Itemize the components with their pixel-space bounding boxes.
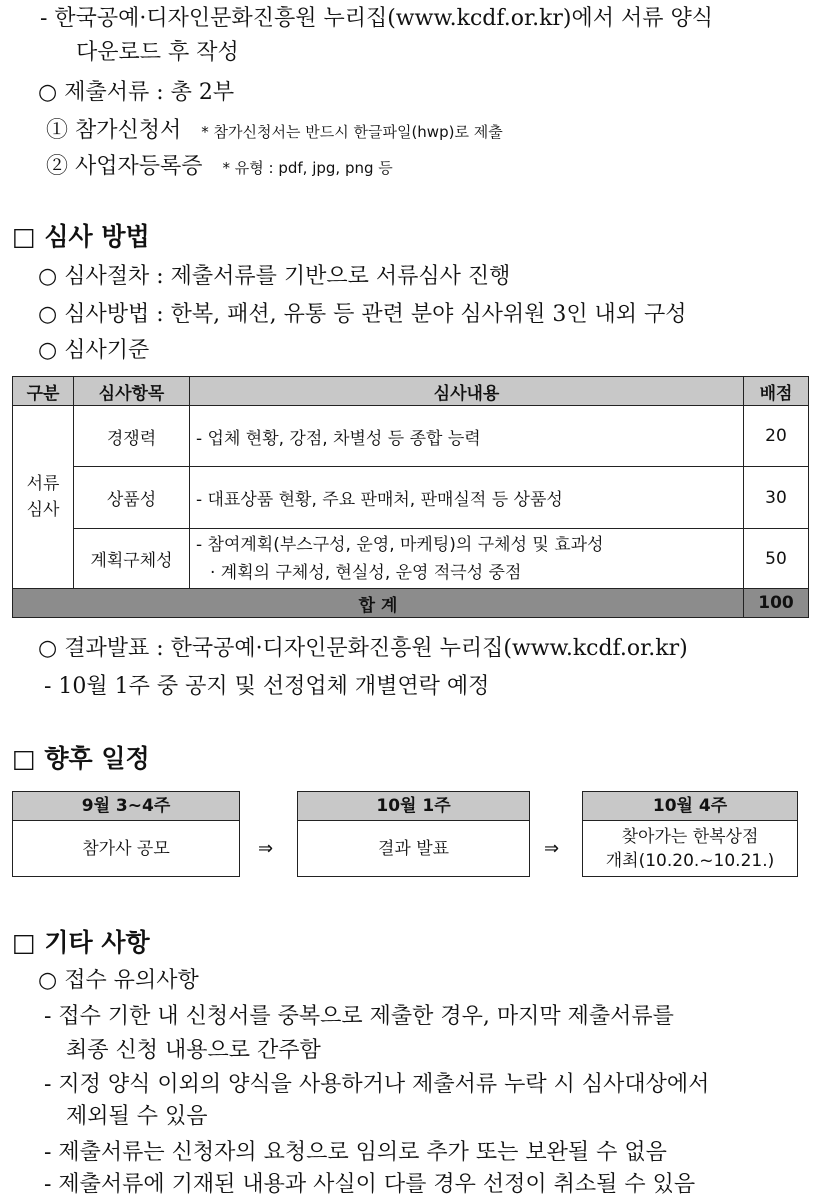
row-content: - 참여계획(부스구성, 운영, 마케팅)의 구체성 및 효과성: [196, 534, 604, 555]
category-cell: 서류 심사: [13, 406, 74, 589]
row-content-multi: [190, 529, 744, 589]
schedule-heading: □ 향후 일정: [12, 744, 150, 773]
schedule-step-1: [12, 791, 240, 877]
review-procedure: ○ 심사절차 : 제출서류를 기반으로 서류심사 진행: [38, 264, 511, 289]
intro-line-1: - 한국공예·디자인문화진흥원 누리집(www.kcdf.or.kr)에서 서류 양식: [40, 6, 714, 31]
row-score: 30: [744, 467, 809, 529]
intro-line-2: 다운로드 후 작성: [76, 40, 239, 65]
doc-1-note: * 참가신청서는 반드시 한글파일(hwp)로 제출: [201, 123, 503, 141]
etc-heading: □ 기타 사항: [12, 928, 150, 957]
etc-item-3: - 제출서류는 신청자의 요청으로 임의로 추가 또는 보완될 수 없음: [44, 1140, 667, 1165]
etc-caution: ○ 접수 유의사항: [38, 968, 199, 993]
header-category: 구분: [13, 377, 74, 406]
review-heading: □ 심사 방법: [12, 222, 150, 251]
review-method: ○ 심사방법 : 한복, 패션, 유통 등 관련 분야 심사위원 3인 내외 구성: [38, 302, 687, 327]
table-row: [13, 406, 809, 467]
doc-2: [46, 152, 393, 183]
row-item: 상품성: [74, 467, 190, 529]
etc-item-1-cont: 최종 신청 내용으로 간주함: [66, 1038, 321, 1063]
row-score: 50: [744, 529, 809, 589]
total-score: 100: [744, 589, 809, 618]
header-score: 배점: [744, 377, 809, 406]
row-content: - 업체 현황, 강점, 차별성 등 종합 능력: [190, 406, 744, 467]
doc-1-label: ① 참가신청서: [46, 118, 182, 143]
step-task: 결과 발표: [377, 838, 450, 859]
arrow-icon: ⇒: [258, 838, 274, 859]
etc-item-2: - 지정 양식 이외의 양식을 사용하거나 제출서류 누락 시 심사대상에서: [44, 1072, 710, 1097]
doc-2-note: * 유형 : pdf, jpg, png 등: [222, 159, 393, 177]
criteria-table: [12, 376, 809, 618]
criteria-header-row: [13, 377, 809, 406]
schedule-step-3: [582, 791, 798, 877]
etc-item-2-cont: 제외될 수 있음: [66, 1104, 208, 1129]
result-note: - 10월 1주 중 공지 및 선정업체 개별연락 예정: [44, 674, 490, 699]
row-item: 계획구체성: [74, 529, 190, 589]
table-row: [13, 529, 809, 589]
header-content: 심사내용: [190, 377, 744, 406]
doc-2-label: ② 사업자등록증: [46, 154, 203, 179]
etc-item-4: - 제출서류에 기재된 내용과 사실이 다를 경우 선정이 취소될 수 있음: [44, 1172, 696, 1197]
doc-1: [46, 116, 503, 147]
review-criteria: ○ 심사기준: [38, 338, 150, 363]
etc-item-1: - 접수 기한 내 신청서를 중복으로 제출한 경우, 마지막 제출서류를: [44, 1004, 674, 1029]
result-announce: ○ 결과발표 : 한국공예·디자인문화진흥원 누리집(www.kcdf.or.kr): [38, 636, 688, 661]
table-row: [13, 467, 809, 529]
header-item: 심사항목: [74, 377, 190, 406]
total-row: [13, 589, 809, 618]
row-content: - 대표상품 현황, 주요 판매처, 판매실적 등 상품성: [190, 467, 744, 529]
step-period: 10월 1주: [298, 792, 529, 821]
step-task: 참가사 공모: [82, 838, 170, 859]
row-item: 경쟁력: [74, 406, 190, 467]
step-period: 10월 4주: [583, 792, 797, 821]
total-label: 합 계: [13, 589, 744, 618]
row-content-sub: · 계획의 구체성, 현실성, 운영 적극성 중점: [210, 562, 522, 583]
schedule-step-2: [297, 791, 530, 877]
row-score: 20: [744, 406, 809, 467]
submit-docs: ○ 제출서류 : 총 2부: [38, 80, 235, 105]
step-task: 찾아가는 한복상점 개최(10.20.~10.21.): [605, 826, 775, 871]
arrow-icon: ⇒: [544, 838, 560, 859]
step-period: 9월 3~4주: [13, 792, 239, 821]
